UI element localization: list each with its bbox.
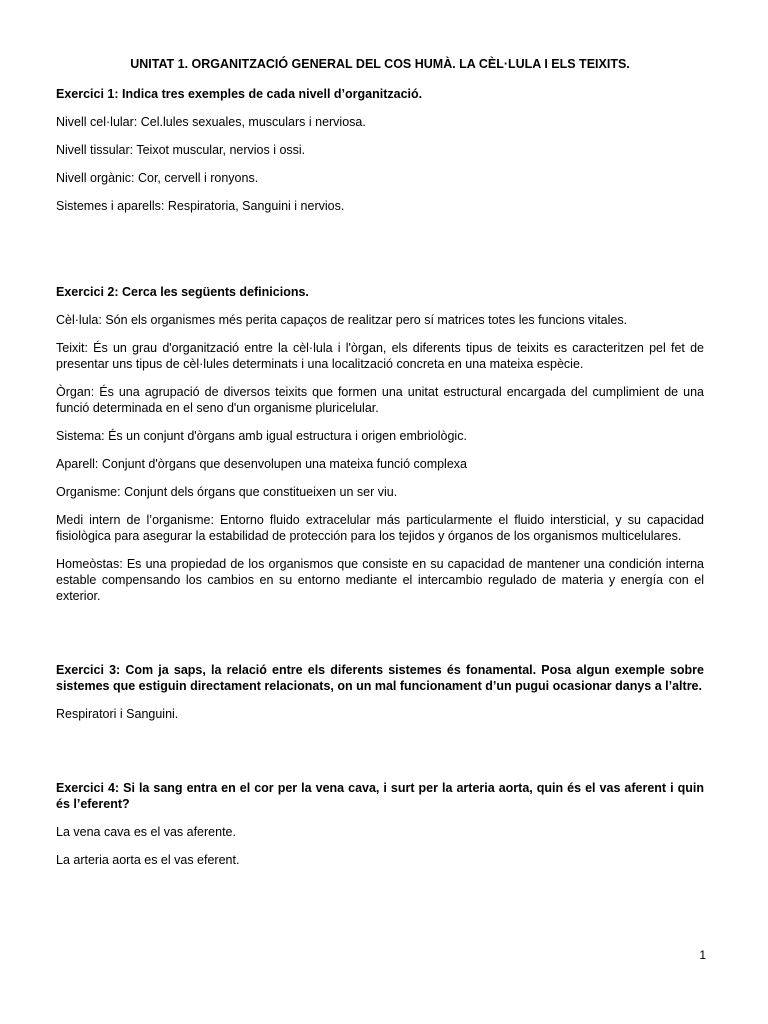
- definition-aparell: Aparell: Conjunt d'òrgans que desenvolupen una mateixa funció complexa: [56, 457, 467, 471]
- document-title: UNITAT 1. ORGANITZACIÓ GENERAL DEL COS HUMÀ. LA CÈL·LULA I ELS TEIXITS.: [130, 57, 630, 71]
- definition-cellula: Cèl·lula: Són els organismes més perita capaços de realitzar pero sí matrices totes les funcions vitales.: [56, 313, 628, 327]
- exercise-2: [56, 284, 704, 604]
- exercise-3-answer: Respiratori i Sanguini.: [56, 707, 179, 721]
- definition-homeostasi: Homeòstas: Es una propiedad de los organismos que consiste en su capacidad de mantener una condición interna estable compensando los cambios en su entorno mediante el intercambio regulado de materia y energía con el exterior.: [56, 557, 704, 603]
- exercise-1-answer: Sistemes i aparells: Respiratoria, Sanguini i nervios.: [56, 199, 345, 213]
- exercise-4-heading: Exercici 4: Si la sang entra en el cor per la vena cava, i surt per la arteria aorta, quin és el vas aferent i quin és l’eferent?: [56, 781, 704, 811]
- definition-teixit: Teixit: És un grau d'organització entre la cèl·lula i l'òrgan, els diferents tipus de teixits es caracteritzen pel fet de presentar uns tipus de cèl·lules determinats i una localització concreta en una mateixa espècie.: [56, 341, 704, 371]
- exercise-3: [56, 662, 704, 722]
- exercise-4-answer: La arteria aorta es el vas eferent.: [56, 853, 240, 867]
- exercise-4: [56, 780, 704, 868]
- exercise-2-heading: Exercici 2: Cerca les següents definicions.: [56, 285, 309, 299]
- document-page: [56, 56, 704, 880]
- definition-sistema: Sistema: És un conjunt d'òrgans amb igual estructura i origen embriològic.: [56, 429, 467, 443]
- exercise-3-heading: Exercici 3: Com ja saps, la relació entre els diferents sistemes és fonamental. Posa algun exemple sobre sistemes que estiguin directament relacionats, on un mal funcionament d’un pugui ocasionar danys a l’altre.: [56, 663, 704, 693]
- page-number: 1: [699, 948, 706, 962]
- exercise-1: [56, 86, 704, 214]
- exercise-1-answer: Nivell orgànic: Cor, cervell i ronyons.: [56, 171, 259, 185]
- definition-organ: Òrgan: És una agrupació de diversos teixits que formen una unitat estructural encargada del cumplimient de una funció determinada en el seno d'un organisme pluricelular.: [56, 385, 704, 415]
- exercise-1-answer: Nivell tissular: Teixot muscular, nervios i ossi.: [56, 143, 306, 157]
- exercise-4-answer: La vena cava es el vas aferente.: [56, 825, 236, 839]
- exercise-1-answer: Nivell cel·lular: Cel.lules sexuales, musculars i nerviosa.: [56, 115, 366, 129]
- exercise-1-heading: Exercici 1: Indica tres exemples de cada nivell d’organització.: [56, 87, 423, 101]
- definition-organisme: Organisme: Conjunt dels órgans que constitueixen un ser viu.: [56, 485, 398, 499]
- definition-medi-intern: Medi intern de l’organisme: Entorno fluido extracelular más particularmente el fluido intersticial, y su capacidad fisiològica para asegurar la estabilidad de protección para los tejidos y órganos de los organismos multicelulares.: [56, 513, 704, 543]
